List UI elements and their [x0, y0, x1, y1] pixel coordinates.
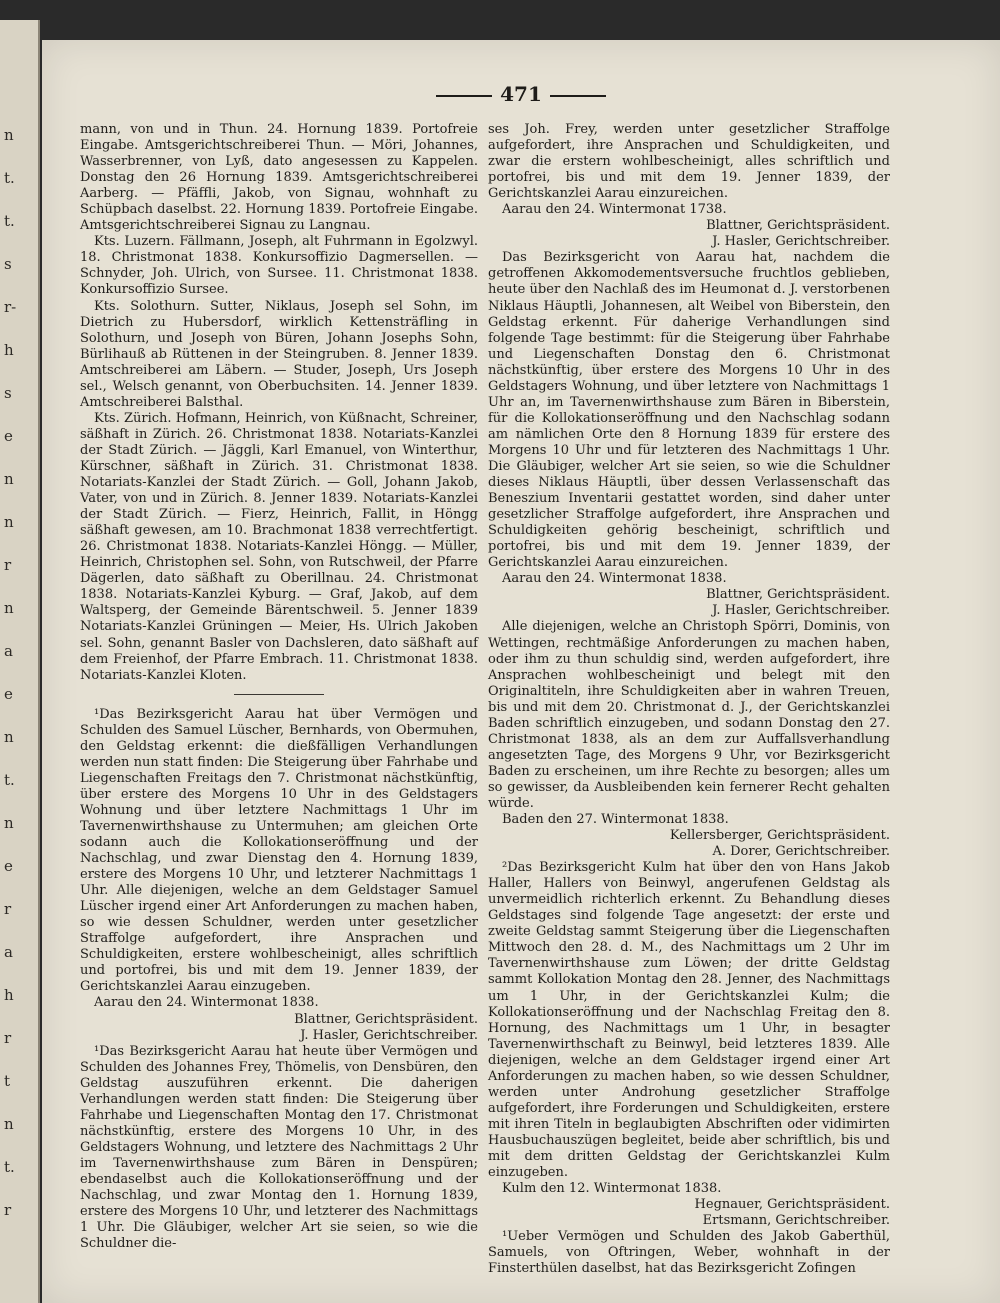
right-column: [488, 122, 890, 1277]
place-date-line: Kulm den 12. Wintermonat 1838.: [502, 1181, 722, 1197]
prev-page-fragment: n: [4, 470, 14, 488]
notice-paragraph: Kts. Zürich. Hofmann, Heinrich, von Küßnacht, Schreiner, säßhaft in Zürich. 26. Christmonat 1838. Notariats-Kanzlei der Stadt Zürich. — Jäggli, Karl Emanuel, von Winterthur, Kürschner, säßhaft in Zürich. 31. Christmonat 1838. Notariats-Kanzlei der Stadt Zürich. — Goll, Johann Jakob, Vater, von und in Zürich. 8. Jenner 1839. Notariats-Kanzlei der Stadt Zürich. — Fierz, Heinrich, Fallit, in Höngg säßhaft gewesen, am 10. Brachmonat 1838 verrechtfertigt. 26. Christmonat 1838. Notariats-Kanzlei Höngg. — Müller, Heinrich, Christophen sel. Sohn, von Rutschweil, der Pfarre Dägerlen, dato säßhaft zu Oberillnau. 24. Christmonat 1838. Notariats-Kanzlei Kyburg. — Graf, Jakob, auf dem Waltsperg, der Gemeinde Bärentschweil. 5. Jenner 1839 Notariats-Kanzlei Grüningen — Meier, Hs. Ulrich Jakoben sel. Sohn, genannt Basler von Dachsleren, dato säßhaft auf dem Freienhof, der Pfarre Embrach. 11. Christmonat 1838. Notariats-Kanzlei Kloten.: [80, 410, 478, 683]
signature-line: Ertsmann, Gerichtschreiber.: [702, 1213, 890, 1229]
scanned-page: [42, 40, 1000, 1303]
signature-line: J. Hasler, Gerichtschreiber.: [712, 234, 890, 250]
prev-page-fragment: r: [4, 556, 12, 574]
notice-paragraph: Kts. Luzern. Fällmann, Joseph, alt Fuhrmann in Egolzwyl. 18. Christmonat 1838. Konkursoffizio Dagmersellen. — Schnyder, Joh. Ulrich, von Sursee. 11. Christmonat 1838. Konkursoffizio Sursee.: [80, 234, 478, 298]
place-date-line: Aarau den 24. Wintermonat 1738.: [502, 202, 727, 218]
prev-page-fragment: s: [4, 255, 12, 273]
prev-page-fragment: t.: [4, 1158, 15, 1176]
page-header: [42, 82, 1000, 106]
continued-paragraph: ses Joh. Frey, werden unter gesetzlicher Straffolge aufgefordert, ihre Ansprachen und Schuldigkeiten, und zwar die erstern wohlbescheinigt, alles schriftlich und portofrei, bis und mit dem 19. Jenner 1839, der Gerichtskanzlei Aarau einzureichen.: [488, 122, 890, 202]
prev-page-fragment: r-: [4, 298, 17, 316]
signature-line: Hegnauer, Gerichtspräsident.: [694, 1197, 890, 1213]
signature-line: Kellersberger, Gerichtspräsident.: [669, 828, 890, 844]
signature-line: J. Hasler, Gerichtschreiber.: [712, 603, 890, 619]
continued-paragraph: mann, von und in Thun. 24. Hornung 1839. Portofreie Eingabe. Amtsgerichtschreiberei Thun. — Möri, Johannes, Wasserbrenner, von Lyß, dato angesessen zu Kappelen. Donstag den 26 Hornung 1839. Amtsgerichtschreiberei Aarberg. — Pfäffli, Jakob, von Signau, wohnhaft zu Schüpbach daselbst. 22. Hornung 1839. Portofreie Eingabe. Amtsgerichtschreiberei Signau zu Langnau.: [80, 122, 478, 234]
prev-page-fragment: e: [4, 685, 13, 703]
notice-paragraph: ²Das Bezirksgericht Kulm hat über den von Hans Jakob Haller, Hallers von Beinwyl, angerufenen Geldstag als unvermeidlich richterlich erkennt. Zu Behandlung dieses Geldstages sind folgende Tage angesetzt: der erste und zweite Geldstag sammt Steigerung über die Liegenschaften Mittwoch den 28. d. M., des Nachmittags um 2 Uhr im Tavernenwirthshause zum Löwen; der dritte Geldstag sammt Kollokation Montag den 28. Jenner, des Nachmittags um 1 Uhr, in der Gerichtskanzlei Kulm; die Kollokationseröffnung und der Nachschlag Freitag den 8. Hornung, des Nachmittags um 1 Uhr, in besagter Tavernenwirthschaft zu Beinwyl, beid letzteres 1839. Alle diejenigen, welche an dem Geldstager irgend einer Art Anforderungen zu machen haben, so wie dessen Schuldner, werden unter Androhung gesetzlicher Straffolge aufgefordert, ihre Forderungen und Schuldigkeiten, erstere mit ihren Titeln in beglaubigten Abschriften oder vidimirten Hausbuchauszügen begleitet, beide aber schriftlich, bis und mit dem dritten Geldstag der Gerichtskanzlei Kulm einzugeben.: [488, 860, 890, 1181]
prev-page-fragment: n: [4, 814, 14, 832]
prev-page-fragment: t.: [4, 169, 15, 187]
prev-page-fragment: n: [4, 1115, 14, 1133]
previous-page-edge: [0, 20, 40, 1303]
header-rule-left: [436, 95, 492, 97]
notice-paragraph: ¹Ueber Vermögen und Schulden des Jakob Gaberthül, Samuels, von Oftringen, Weber, wohnhaft in der Finsterthülen daselbst, hat das Bezirksgericht Zofingen: [488, 1229, 890, 1277]
section-divider: [234, 694, 324, 695]
signature-line: Blattner, Gerichtspräsident.: [706, 218, 890, 234]
left-column: [80, 122, 478, 1252]
signature-line: Blattner, Gerichtspräsident.: [706, 587, 890, 603]
prev-page-fragment: t: [4, 1072, 11, 1090]
notice-paragraph: Das Bezirksgericht von Aarau hat, nachdem die getroffenen Akkomodementsversuche fruchtlos geblieben, heute über den Nachlaß des im Heumonat d. J. verstorbenen Niklaus Häuptli, Johannesen, alt Weibel von Biberstein, den Geldstag erkennt. Für daherige Verhandlungen sind folgende Tage bestimmt: für die Steigerung über Fahrhabe und Liegenschaften Donstag den 6. Christmonat nächstkünftig, über erstere des Morgens 10 Uhr in des Geldstagers Wohnung, und über letztere von Nachmittags 1 Uhr an, im Tavernenwirthshause zum Bären in Biberstein, für die Kollokationseröffnung und den Nachschlag sodann am nämlichen Orte den 8 Hornung 1839 für erstere des Morgens 10 Uhr und für letzteren des Nachmittags 1 Uhr. Die Gläubiger, welcher Art sie seien, so wie die Schuldner dieses Niklaus Häuptli, über dessen Verlassenschaft das Beneszium Inventarii gestattet worden, sind daher unter gesetzlicher Straffolge aufgefordert, ihre Ansprachen und Schuldigkeiten gehörig bescheinigt, schriftlich und portofrei, bis und mit dem 19. Jenner 1839, der Gerichtskanzlei Aarau einzureichen.: [488, 250, 890, 571]
prev-page-fragment: e: [4, 427, 13, 445]
prev-page-fragment: t.: [4, 212, 15, 230]
place-date-line: Aarau den 24. Wintermonat 1838.: [94, 995, 319, 1011]
place-date-line: Baden den 27. Wintermonat 1838.: [502, 812, 729, 828]
prev-page-fragment: a: [4, 642, 13, 660]
prev-page-fragment: h: [4, 341, 14, 359]
prev-page-fragment: n: [4, 728, 14, 746]
prev-page-fragment: r: [4, 1201, 12, 1219]
prev-page-fragment: n: [4, 126, 14, 144]
notice-paragraph: Alle diejenigen, welche an Christoph Spörri, Dominis, von Wettingen, rechtmäßige Anforderungen zu machen haben, oder ihm zu thun schuldig sind, werden aufgefordert, ihre Ansprachen wohlbescheinigt und belegt mit den Originaltiteln, ihre Schuldigkeiten aber in wahren Treuen, bis und mit dem 20. Christmonat d. J., der Gerichtskanzlei Baden schriftlich einzugeben, und sodann Donstag den 27. Christmonat 1838, als an dem zur Auffallsverhandlung angesetzten Tage, des Morgens 9 Uhr, vor Bezirksgericht Baden zu erscheinen, um ihre Rechte zu besorgen; alles um so gewisser, da Ausbleibenden kein fernerer Recht gehalten würde.: [488, 619, 890, 811]
prev-page-fragment: t.: [4, 771, 15, 789]
notice-paragraph: Kts. Solothurn. Sutter, Niklaus, Joseph sel Sohn, im Dietrich zu Hubersdorf, wirklich Kettensträfling in Solothurn, und Joseph von Büren, Johann Josephs Sohn, Bürlihauß ab Rüttenen in der Steingruben. 8. Jenner 1839. Amtschreiberei am Läbern. — Studer, Joseph, Urs Joseph sel., Welsch genannt, von Oberbuchsiten. 14. Jenner 1839. Amtschreiberei Balsthal.: [80, 298, 478, 410]
signature-line: Blattner, Gerichtspräsident.: [294, 1011, 478, 1027]
page-number: 471: [500, 82, 542, 106]
prev-page-fragment: n: [4, 513, 14, 531]
notice-paragraph: ¹Das Bezirksgericht Aarau hat über Vermögen und Schulden des Samuel Lüscher, Bernhards, von Obermuhen, den Geldstag erkennt: die dießfälligen Verhandlungen werden nun statt finden: Die Steigerung über Fahrhabe und Liegenschaften Freitags den 7. Christmonat nächstkünftig, über erstere des Morgens 10 Uhr in des Geldstagers Wohnung und über letztere Nachmittags 1 Uhr im Tavernenwirthshause zu Untermuhen; am gleichen Orte sodann auch die Kollokationseröffnung und der Nachschlag, und zwar Dienstag den 4. Hornung 1839, erstere des Morgens 10 Uhr, und letzterer Nachmittags 1 Uhr. Alle diejenigen, welche an dem Geldstager Samuel Lüscher irgend einer Art Anforderungen zu machen haben, so wie dessen Schuldner, werden unter gesetzlicher Straffolge aufgefordert, ihre Ansprachen und Schuldigkeiten, erstere wohlbescheinigt, alles schriftlich und portofrei, bis und mit dem 19. Jenner 1839, der Gerichtskanzlei Aarau einzugeben.: [80, 706, 478, 995]
notice-paragraph: ¹Das Bezirksgericht Aarau hat heute über Vermögen und Schulden des Johannes Frey, Thömelis, von Densbüren, den Geldstag auszuführen erkennt. Die daherigen Verhandlungen werden statt finden: Die Steigerung über Fahrhabe und Liegenschaften Montag den 17. Christmonat nächstkünftig, erstere des Morgens 10 Uhr, in des Geldstagers Wohnung, und letztere des Nachmittags 2 Uhr im Tavernenwirthshause zum Bären in Denspüren; ebendaselbst auch die Kollokationseröffnung und der Nachschlag, und zwar Montag den 1. Hornung 1839, erstere des Morgens 10 Uhr, und letzterer des Nachmittags 1 Uhr. Die Gläubiger, welcher Art sie seien, so wie die Schuldner die-: [80, 1043, 478, 1252]
prev-page-fragment: n: [4, 599, 14, 617]
prev-page-fragment: r: [4, 1029, 12, 1047]
prev-page-fragment: h: [4, 986, 14, 1004]
prev-page-fragment: r: [4, 900, 12, 918]
prev-page-fragment: a: [4, 943, 13, 961]
place-date-line: Aarau den 24. Wintermonat 1838.: [502, 571, 727, 587]
signature-line: J. Hasler, Gerichtschreiber.: [300, 1027, 478, 1043]
signature-line: A. Dorer, Gerichtschreiber.: [712, 844, 890, 860]
header-rule-right: [550, 95, 606, 97]
prev-page-fragment: s: [4, 384, 12, 402]
prev-page-fragment: e: [4, 857, 13, 875]
